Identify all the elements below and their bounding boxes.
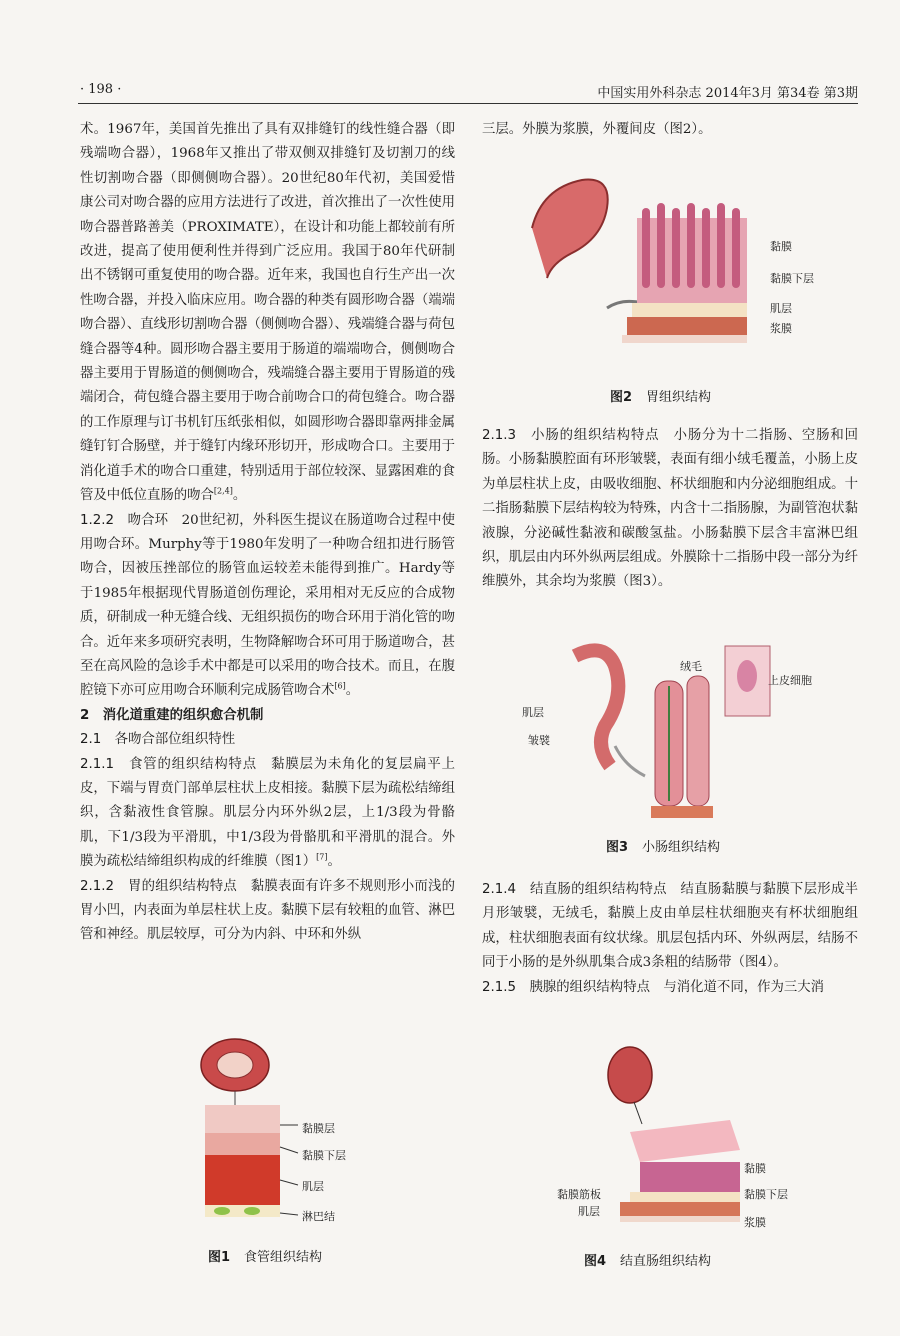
section-2-1-4: 2.1.4 结直肠的组织结构特点 结直肠黏膜与黏膜下层形成半月形皱襞，无绒毛，黏膜上皮由单层柱状细胞夹有杯状细胞组成，柱状细胞表面有纹状缘。肌层包括内环、外纵两层，结肠不同于小肠的是外纵肌集合成3条粗的结肠带（图4）。 — [482, 882, 859, 971]
section-2-1-3: 2.1.3 小肠的组织结构特点 小肠分为十二指肠、空肠和回肠。小肠黏膜腔面有环形皱襞，表面有细小绒毛覆盖，小肠上皮为单层柱状上皮，由吸收细胞、杯状细胞和内分泌细胞组成。十二指肠黏膜下层结构较为特殊，内含十二指肠腺，为副管泡状黏液腺，分泌碱性黏液和碳酸氢盐。小肠黏膜下层含丰富淋巴组织，肌层由内环外纵两层组成。外膜除十二指肠中段一部分为纤维膜外，其余均为浆膜（图3）。 — [482, 428, 859, 590]
left-column — [80, 118, 455, 948]
right-column-mid — [482, 424, 858, 595]
fig3-label: 绒毛 — [680, 660, 702, 673]
fig2-label: 浆膜 — [770, 322, 792, 335]
paragraph: 三层。外膜为浆膜，外覆间皮（图2）。 — [482, 122, 712, 137]
figure-1-esophagus — [190, 1035, 370, 1235]
section-2-1-5: 2.1.5 胰腺的组织结构特点 与消化道不同，作为三大消 — [482, 979, 825, 995]
fig3-label: 上皮细胞 — [768, 674, 812, 687]
fig3-label: 皱襞 — [528, 734, 550, 747]
fig4-label: 黏膜筋板 — [557, 1188, 601, 1201]
page-number: · 198 · — [80, 82, 122, 97]
fig4-label: 肌层 — [578, 1205, 600, 1218]
section-2-1-heading: 2.1 各吻合部位组织特性 — [80, 732, 236, 748]
section-2-1-1: 2.1.1 食管的组织结构特点 黏膜层为未角化的复层扁平上皮，下端与胃贲门部单层柱状上皮相接。黏膜下层为疏松结缔组织，含黏液性食管腺。肌层分内环外纵2层，上1/3段为骨骼肌，下1/3段为平滑肌，中1/3段为骨骼肌和平滑肌的混合。外膜为疏松结缔组织构成的纤维膜（图1）[7]。 — [80, 756, 456, 870]
journal-header: 中国实用外科杂志 2014年3月 第34卷 第3期 — [597, 86, 858, 101]
header-rule — [78, 103, 858, 104]
fig2-label: 黏膜下层 — [770, 272, 814, 285]
fig2-label: 黏膜 — [770, 240, 792, 253]
section-2-heading: 2 消化道重建的组织愈合机制 — [80, 707, 264, 723]
paragraph: 术。1967年，美国首先推出了具有双排缝钉的线性缝合器（即残端吻合器），1968年又推出了带双侧双排缝钉及切割刀的线性切割吻合器（即侧侧吻合器）。20世纪80年代初，美国爱惜康公司对吻合器的应用方法进行了改进，首次推出了一次性使用吻合器普路善美（PROXIMATE），在设计和功能上都较前有所改进，提高了使用便利性并得到广泛应用。我国于80年代研制出不锈钢可重复使用的吻合器。近年来，我国也自行生产出一次性吻合器，并投入临床应用。吻合器的种类有圆形吻合器（端端吻合器）、直线形切割吻合器（侧侧吻合器）、残端缝合器与荷包缝合器等4种。圆形吻合器主要用于肠道的端端吻合，侧侧吻合器主要用于胃肠道的侧侧吻合，残端缝合器主要用于胃肠道的残端闭合，荷包缝合器主要用于吻合前吻合口的荷包缝合。吻合器的工作原理与订书机钉压纸张相似，如圆形吻合器即靠两排金属缝钉钉合肠壁，并于缝钉内缘环形切开，形成吻合口。主要用于消化道手术的吻合口重建，特别适用于部位较深、显露困难的食管及中低位直肠的吻合[2,4]。 — [80, 122, 455, 504]
figure-2-caption: 图2 胃组织结构 — [610, 390, 712, 405]
figure-4-colorectum — [600, 1040, 750, 1230]
figure-4-caption: 图4 结直肠组织结构 — [584, 1254, 712, 1269]
section-1-2-2: 1.2.2 吻合环 20世纪初，外科医生提议在肠道吻合过程中使用吻合环。Murphy等于1980年发明了一种吻合纽扣进行肠管吻合，因被压挫部位的肠管血运较差未能得到推广。Hardy等于1985年根据现代胃肠道创伤理论，采用相对无反应的合成物质，研制成一种无缝合线、无组织损伤的吻合环用于消化管的吻合。近年来多项研究表明，生物降解吻合环可用于肠道吻合，甚至在高风险的急诊手术中都是可以采用的吻合技术。而且，在腹腔镜下亦可应用吻合环顺利完成肠管吻合术[6]。 — [80, 512, 456, 699]
figure-1-caption: 图1 食管组织结构 — [208, 1250, 323, 1265]
fig1-label: 黏膜下层 — [302, 1149, 346, 1162]
figure-3-caption: 图3 小肠组织结构 — [606, 840, 721, 855]
section-2-1-2: 2.1.2 胃的组织结构特点 黏膜表面有许多不规则形小而浅的胃小凹，内表面为单层柱状上皮。黏膜下层有较粗的血管、淋巴管和神经。肌层较厚，可分为内斜、中环和外纵 — [80, 878, 456, 943]
right-column-low — [482, 878, 858, 1000]
fig4-label: 黏膜下层 — [744, 1188, 788, 1201]
fig1-label: 淋巴结 — [302, 1210, 335, 1223]
fig1-label: 黏膜层 — [302, 1122, 335, 1135]
fig2-label: 肌层 — [770, 302, 792, 315]
figure-2-stomach — [512, 168, 762, 368]
fig4-label: 浆膜 — [744, 1216, 766, 1229]
fig1-label: 肌层 — [302, 1180, 324, 1193]
fig4-label: 黏膜 — [744, 1162, 766, 1175]
fig3-label: 肌层 — [522, 706, 544, 719]
right-column-top — [482, 118, 858, 142]
